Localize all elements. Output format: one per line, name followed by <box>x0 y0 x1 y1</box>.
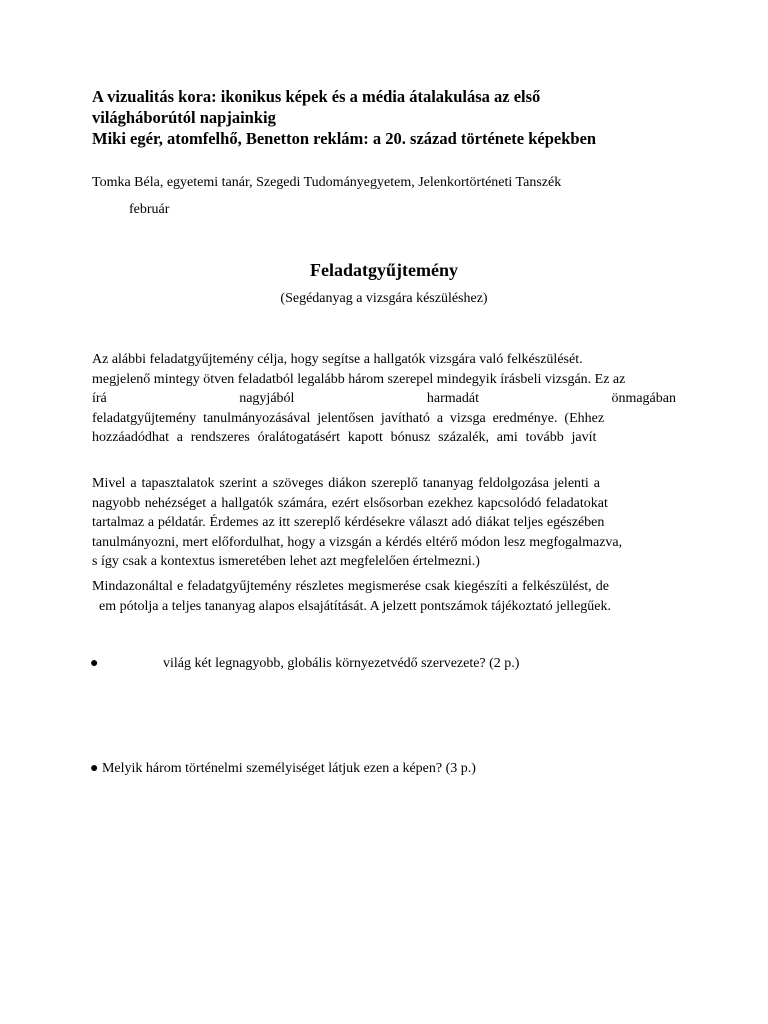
context-line-1: Mivel a tapasztalatok szerint a szöveges diákon szereplő tananyag feldolgozása jelenti a <box>92 476 600 491</box>
context-line-3: tartalmaz a példatár. Érdemes az itt szereplő kérdésekre választ adó diákat teljes egészében <box>92 515 605 530</box>
document-heading <box>92 86 682 149</box>
intro-line-3-word-1: írá <box>92 391 107 406</box>
intro-line-4-text: feladatgyűjtemény tanulmányozásával jelentősen javítható a vizsga eredménye. (Ehhez <box>92 410 605 426</box>
context-line-2: nagyobb nehézséget a hallgatók számára, ezért elsősorban ezekhez kapcsolódó feladatokat <box>92 495 608 511</box>
intro-line-3-word-4: önmagában <box>611 391 676 406</box>
context-line-5: s így csak a kontextus ismeretében lehet azt megfelelően értelmezni.) <box>92 554 480 569</box>
title-line-3: Miki egér, atomfelhő, Benetton reklám: a 20. század története képekben <box>92 129 597 148</box>
note-line-1: Mindazonáltal e feladatgyűjtemény részletes megismerése csak kiegészíti a felkészülést, de <box>92 579 609 594</box>
note-line-2: em pótolja a teljes tananyag alapos elsajátítását. A jelzett pontszámok tájékoztató jellegűek. <box>92 598 611 614</box>
context-line-4: tanulmányozni, mert előfordulhat, hogy a vizsgán a kérdés eltérő módon lesz megfogalmazva, <box>92 534 623 550</box>
date-line: február <box>129 202 170 217</box>
title-line-1: A vizualitás kora: ikonikus képek és a média átalakulása az első <box>92 87 541 106</box>
intro-line-2: megjelenő mintegy ötven feladatból legalább három szerepel mindegyik írásbeli vizsgán. Ez az <box>92 371 626 387</box>
intro-paragraph <box>92 350 676 448</box>
intro-line-5 <box>92 428 676 448</box>
question-1-text: világ két legnagyobb, globális környezetvédő szervezete? (2 p.) <box>163 656 520 671</box>
note-paragraph <box>92 577 676 616</box>
question-1-bullet: ● <box>90 656 99 671</box>
intro-line-3-word-2: nagyjából <box>239 391 295 406</box>
author-line: Tomka Béla, egyetemi tanár, Szegedi Tudományegyetem, Jelenkortörténeti Tanszék <box>92 175 562 190</box>
intro-line-1: Az alábbi feladatgyűjtemény célja, hogy segítse a hallgatók vizsgára való felkészülését. <box>92 352 583 367</box>
title-line-2: világháborútól napjainkig <box>92 108 276 127</box>
collection-title: Feladatgyűjtemény <box>310 260 458 280</box>
question-2: ● Melyik három történelmi személyiséget látjuk ezen a képen? (3 p.) <box>90 761 476 776</box>
intro-line-3-word-3: harmadát <box>426 391 479 406</box>
intro-line-3 <box>92 389 676 409</box>
intro-line-5-text: hozzáadódhat a rendszeres óralátogatásért kapott bónusz százalék, ami tovább javít <box>92 430 597 445</box>
intro-line-4 <box>92 409 676 429</box>
context-paragraph <box>92 474 676 572</box>
collection-subtitle: (Segédanyag a vizsgára készüléshez) <box>280 291 488 306</box>
